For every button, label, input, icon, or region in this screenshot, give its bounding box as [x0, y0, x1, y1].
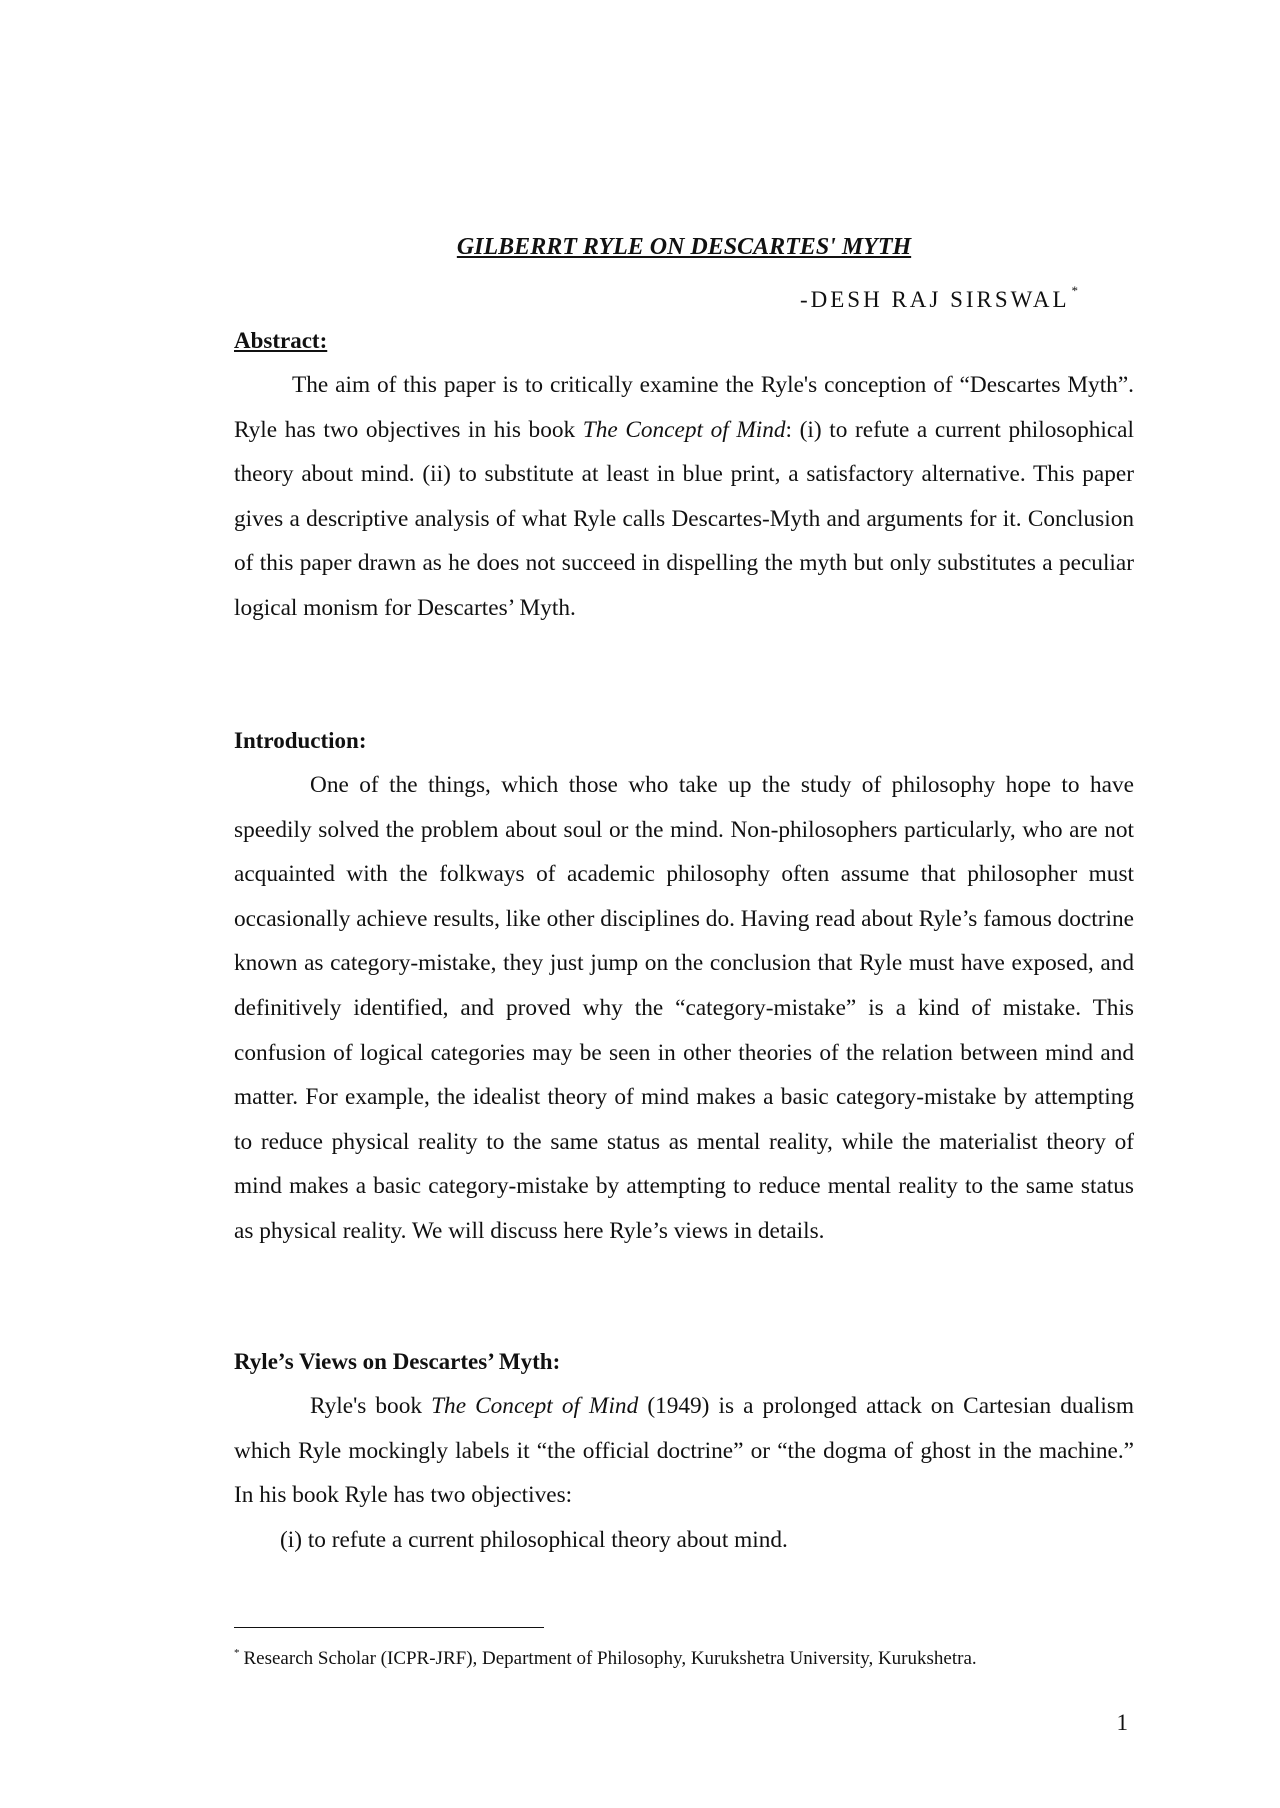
introduction-text: One of the things, which those who take up the study of philosophy hope to have speedily solved the problem about soul or the mind. Non-philosophers particularly, who are not acquainted with the folkways of academic philosophy often assume that philosopher must occasionally achieve results, like other disciplines do. Having read about Ryle’s famous doctrine known as category-mistake, they just jump on the conclusion that Ryle must have exposed, and definitively identified, and proved why the “category-mistake” is a kind of mistake. This confusion of logical categories may be seen in other theories of the relation between mind and matter. For example, the idealist theory of mind makes a basic category-mistake by attempting to reduce physical reality to the same status as mental reality, while the materialist theory of mind makes a basic category-mistake by attempting to reduce mental reality to the same status as physical reality. We will discuss here Ryle’s views in details. — [234, 772, 1134, 1244]
introduction-section — [234, 725, 1134, 1254]
paper-page — [234, 0, 1134, 1808]
paper-title: GILBERRT RYLE ON DESCARTES' MYTH — [456, 234, 912, 260]
abstract-paragraph — [234, 363, 1134, 631]
author-line — [800, 276, 1078, 315]
abstract-text-a: The aim of this paper is to critically examine the Ryle's conception of “Descartes Myth”. Ryle has two objectives in his book — [234, 372, 1134, 443]
abstract-book-title: The Concept of Mind — [582, 416, 786, 443]
footnote-text: Research Scholar (ICPR-JRF), Department of Philosophy, Kurukshetra University, Kurukshetra. — [243, 1648, 977, 1669]
abstract-heading: Abstract: — [234, 328, 328, 353]
abstract-section — [234, 325, 1134, 631]
ryle-views-paragraph — [234, 1384, 1134, 1518]
ryle-views-section — [234, 1346, 1134, 1562]
ryle-views-text-a: Ryle's book — [310, 1393, 432, 1419]
ryle-views-heading: Ryle’s Views on Descartes’ Myth: — [234, 1349, 561, 1374]
footnote-divider — [234, 1627, 544, 1628]
objective-list-item: (i) to refute a current philosophical theory about mind. — [280, 1526, 788, 1553]
introduction-paragraph — [234, 763, 1134, 1254]
abstract-text-b: : (i) to refute a current philosophical theory about mind. (ii) to substitute at least in blue print, a satisfactory alternative. This paper gives a descriptive analysis of what Ryle calls Descartes-Myth and arguments for it. Conclusion of this paper drawn as he does not succeed in dispelling the myth but only substitutes a peculiar logical monism for Descartes’ Myth. — [234, 416, 1134, 621]
ryle-views-text-b: (1949) is a prolonged attack on Cartesian dualism which Ryle mockingly labels it “the official doctrine” or “the dogma of ghost in the machine.” In his book Ryle has two objectives: — [234, 1393, 1135, 1509]
footnote — [234, 1640, 1134, 1672]
introduction-heading: Introduction: — [234, 728, 367, 753]
footnote-mark: * — [234, 1647, 240, 1659]
author-footnote-mark: * — [1071, 283, 1078, 298]
ryle-views-book-title: The Concept of Mind — [431, 1393, 639, 1419]
page-number: 1 — [1116, 1710, 1128, 1735]
author-name: -DESH RAJ SIRSWAL — [799, 287, 1070, 312]
